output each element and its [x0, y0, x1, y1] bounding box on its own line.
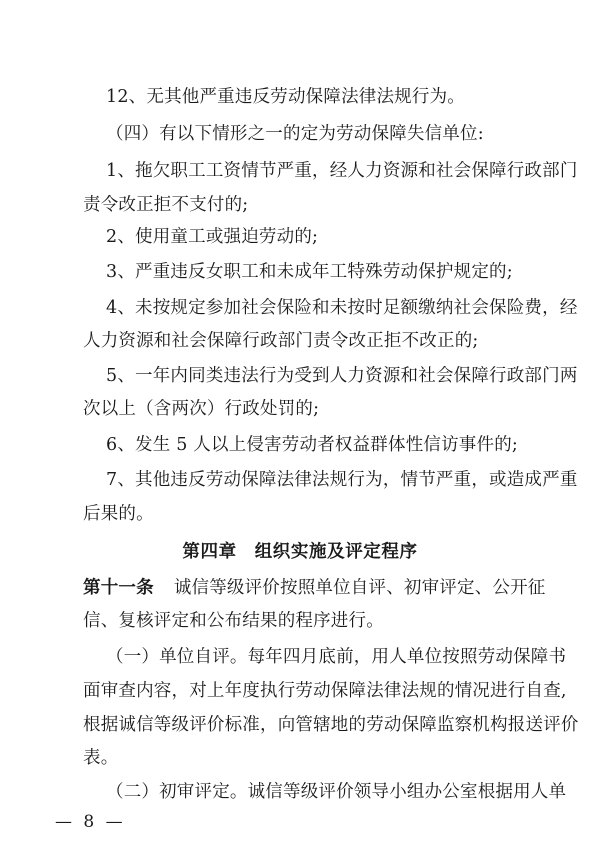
paragraph-line: 6、发生 5 人以上侵害劳动者权益群体性信访事件的;	[106, 435, 518, 455]
paragraph-line: （二）初审评定。诚信等级评价领导小组办公室根据用人单	[106, 782, 567, 802]
paragraph-line: 3、严重违反女职工和未成年工特殊劳动保护规定的;	[106, 262, 513, 282]
paragraph-line: 次以上（含两次）行政处罚的;	[83, 399, 320, 419]
paragraph-line: 2、使用童工或强迫劳动的;	[106, 227, 319, 247]
chapter-heading	[0, 537, 600, 567]
paragraph-line: 4、未按规定参加社会保险和未按时足额缴纳社会保险费，经	[106, 298, 578, 318]
paragraph-line: 1、拖欠职工工资情节严重，经人力资源和社会保障行政部门	[106, 161, 578, 181]
paragraph-line: 表。	[83, 748, 119, 768]
paragraph-line: 人力资源和社会保障行政部门责令改正拒不改正的;	[83, 331, 479, 351]
paragraph-line: 后果的。	[83, 504, 154, 524]
paragraph-line: 5、一年内同类违法行为受到人力资源和社会保障行政部门两	[106, 366, 578, 386]
paragraph-line: （一）单位自评。每年四月底前，用人单位按照劳动保障书	[106, 647, 567, 667]
page-number: — 8 —	[55, 812, 126, 832]
paragraph-line: 责令改正拒不支付的;	[83, 195, 249, 215]
paragraph-line: 信、复核评定和公布结果的程序进行。	[83, 611, 384, 631]
paragraph-line: 12、无其他严重违反劳动保障法律法规行为。	[106, 87, 465, 107]
article-line	[0, 573, 600, 603]
paragraph-line: （四）有以下情形之一的定为劳动保障失信单位:	[106, 124, 484, 144]
paragraph-line: 根据诚信等级评价标准，向管辖地的劳动保障监察机构报送评价	[83, 715, 579, 735]
chapter-title: 组织实施及评定程序	[254, 542, 418, 562]
article-label: 第十一条	[83, 578, 154, 598]
article-text: 诚信等级评价按照单位自评、初审评定、公开征	[173, 578, 546, 598]
paragraph-line: 7、其他违反劳动保障法律法规行为，情节严重，或造成严重	[106, 470, 578, 490]
paragraph-line: 面审查内容，对上年度执行劳动保障法律法规的情况进行自查,	[83, 681, 567, 701]
chapter-number: 第四章	[182, 542, 237, 562]
